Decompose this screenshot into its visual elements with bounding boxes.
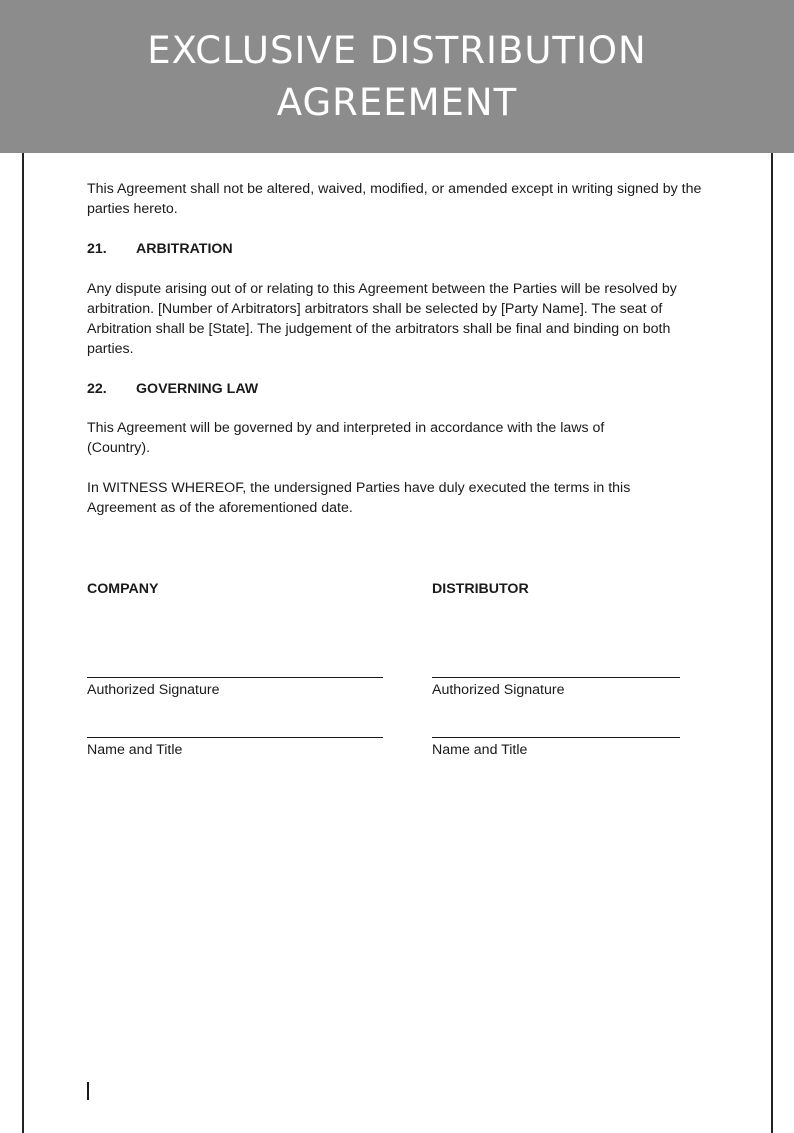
- company-name-line: [87, 737, 383, 738]
- distributor-name-line: [432, 737, 680, 738]
- title-banner: [0, 0, 794, 153]
- section-21-heading: [87, 239, 712, 259]
- witness-paragraph: In WITNESS WHEREOF, the undersigned Parties have duly executed the terms in this Agreement as of the aforementioned date.: [87, 480, 631, 516]
- section-21-body: Any dispute arising out of or relating to this Agreement between the Parties will be resolved by arbitration. [Number of Arbitrators] arbitrators shall be selected by [Party Name]. The seat of Arbitration shall be [State]. The judgement of the arbitrators shall be final and binding on both parties.: [87, 281, 677, 357]
- company-signature-line: [87, 677, 383, 678]
- section-22-heading: [87, 379, 712, 399]
- banner-title-line-1: EXCLUSIVE DISTRIBUTION: [147, 28, 647, 72]
- distributor-label: DISTRIBUTOR: [432, 581, 529, 597]
- section-22-number: 22.: [87, 381, 107, 397]
- company-name-label: Name and Title: [87, 742, 183, 758]
- text-cursor: [87, 1082, 89, 1100]
- distributor-signature-line: [432, 677, 680, 678]
- section-22-title: GOVERNING LAW: [136, 381, 259, 397]
- distributor-name-label: Name and Title: [432, 742, 528, 758]
- company-signature-label: Authorized Signature: [87, 682, 220, 698]
- distributor-signature-label: Authorized Signature: [432, 682, 565, 698]
- intro-paragraph: This Agreement shall not be altered, waived, modified, or amended except in writing signed by the parties hereto.: [87, 181, 702, 217]
- company-label: COMPANY: [87, 581, 159, 597]
- section-21-number: 21.: [87, 241, 107, 257]
- section-22-body: This Agreement will be governed by and interpreted in accordance with the laws of (Country).: [87, 420, 605, 456]
- section-21-title: ARBITRATION: [136, 241, 233, 257]
- banner-title-line-2: AGREEMENT: [276, 80, 518, 124]
